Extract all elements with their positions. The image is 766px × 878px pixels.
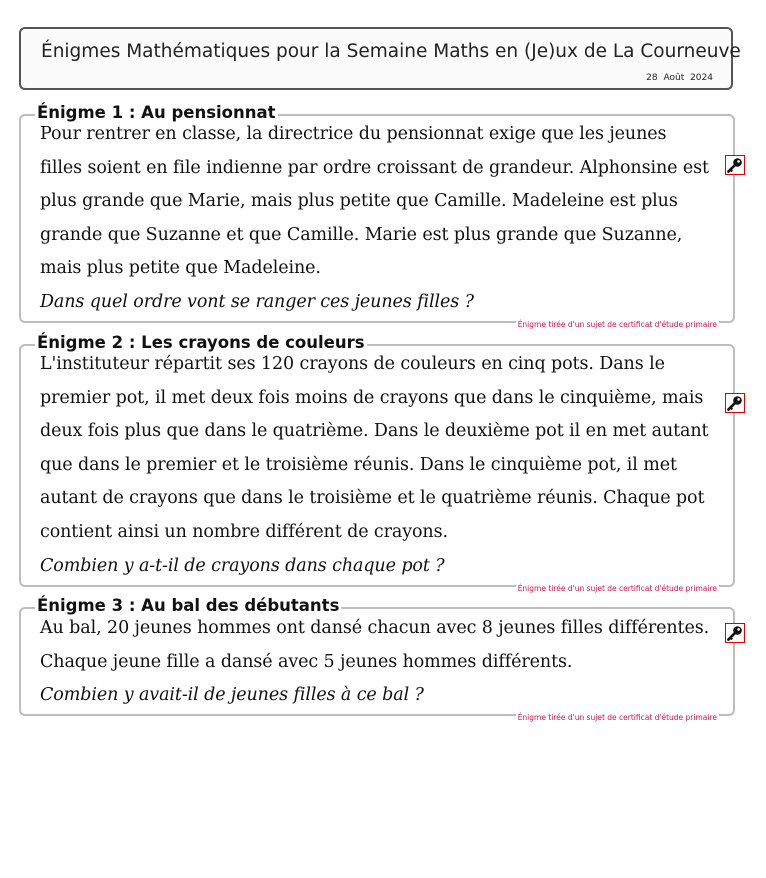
enigme-question: Combien y avait-il de jeunes filles à ce bal ? [40, 685, 424, 706]
enigme-body [40, 348, 713, 583]
enigme-box-1 [19, 103, 735, 329]
enigme-text: L'instituteur répartit ses 120 crayons de couleurs en cinq pots. Dans le premier pot, il met deux fois moins de crayons que dans le cinquième, mais deux fois plus que dans le quatrième. Dans le deuxième pot il en met autant que dans le premier et le troisième réunis. Dans le cinquième pot, il met autant de crayons que dans le troisième et le quatrième réunis. Chaque pot contient ainsi un nombre différent de crayons. [40, 354, 709, 542]
enigme-source: Énigme tirée d'un sujet de certificat d'étude primaire [517, 584, 717, 593]
enigme-source: Énigme tirée d'un sujet de certificat d'étude primaire [517, 713, 717, 722]
enigme-body [40, 118, 713, 320]
key-icon[interactable] [725, 155, 745, 175]
enigme-body [40, 612, 713, 713]
enigme-box-3 [19, 596, 735, 722]
enigme-source: Énigme tirée d'un sujet de certificat d'étude primaire [517, 320, 717, 329]
enigme-text: Au bal, 20 jeunes hommes ont dansé chacun avec 8 jeunes filles différentes. Chaque jeune fille a dansé avec 5 jeunes hommes différents. [40, 618, 710, 672]
enigme-title: Énigme 3 : Au bal des débutants [37, 596, 340, 615]
enigme-question: Combien y a-t-il de crayons dans chaque pot ? [40, 555, 445, 576]
enigme-text: Pour rentrer en classe, la directrice du pensionnat exige que les jeunes filles soient en file indienne par ordre croissant de grandeur. Alphonsine est plus grande que Marie, mais plus petite que Camille. Madeleine est plus grande que Suzanne et que Camille. Marie est plus grande que Suzanne, mais plus petite que Madeleine. [40, 124, 709, 279]
enigme-title: Énigme 1 : Au pensionnat [37, 103, 276, 122]
document-header [19, 27, 741, 90]
enigme-title: Énigme 2 : Les crayons de couleurs [37, 333, 365, 352]
key-icon[interactable] [725, 623, 745, 643]
key-icon[interactable] [725, 393, 745, 413]
enigme-box-2 [19, 333, 735, 593]
document-title: Énigmes Mathématiques pour la Semaine Maths en (Je)ux de La Courneuve [41, 41, 741, 62]
enigme-question: Dans quel ordre vont se ranger ces jeunes filles ? [40, 291, 474, 312]
document-date: 28 Août 2024 [646, 73, 713, 83]
